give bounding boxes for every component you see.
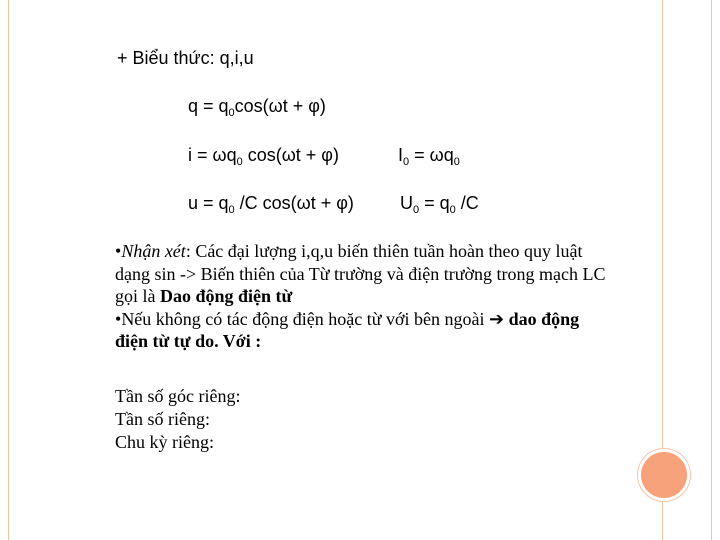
remark-emphasis: Dao động điện từ xyxy=(160,286,293,306)
voltage-amplitude-equation: $U_0 = q_0$ /C xyxy=(400,193,479,216)
current-equation: $i = \omega q_0$ cos(ωt + φ) xyxy=(188,145,339,168)
formula-heading: + Biểu thức: q,i,u xyxy=(117,48,254,68)
remark-emphasis-2: dao động điện từ tự do. Với : xyxy=(115,308,580,351)
frequency-line: Tần số riêng: xyxy=(115,409,210,429)
arrow-icon: ➔ xyxy=(489,308,505,329)
period-line: Chu kỳ riêng: xyxy=(115,432,214,452)
frame-right-inner-line-bottom xyxy=(662,497,663,540)
frame-right-inner-line xyxy=(662,0,663,452)
decorative-circle xyxy=(638,449,690,501)
frame-right-line xyxy=(711,0,712,540)
frame-left-line xyxy=(8,0,9,540)
angular-frequency-line: Tần số góc riêng: xyxy=(115,386,241,406)
remark-label: Nhận xét xyxy=(121,241,186,261)
bullet: • xyxy=(115,241,122,261)
bullet: • xyxy=(115,308,122,329)
remark-paragraph: •Nhận xét: Các đại lượng i,q,u biến thiên tuần hoàn theo quy luật dạng sin -> Biến thiên của Từ trường và điện trường trong mạch LC gọi là Dao động điện từ •Nếu không có tác động điện hoặc từ với bên ngoài ➔ dao động điện từ tự do. Với : xyxy=(115,241,606,351)
current-amplitude-equation: $I_0 = \omega q_0$ xyxy=(398,145,460,168)
voltage-equation: $u = q_0$ /C cos(ωt + φ) xyxy=(188,193,354,216)
charge-equation: $q = q_0\cos(\omega t + \varphi)$ xyxy=(188,96,326,119)
